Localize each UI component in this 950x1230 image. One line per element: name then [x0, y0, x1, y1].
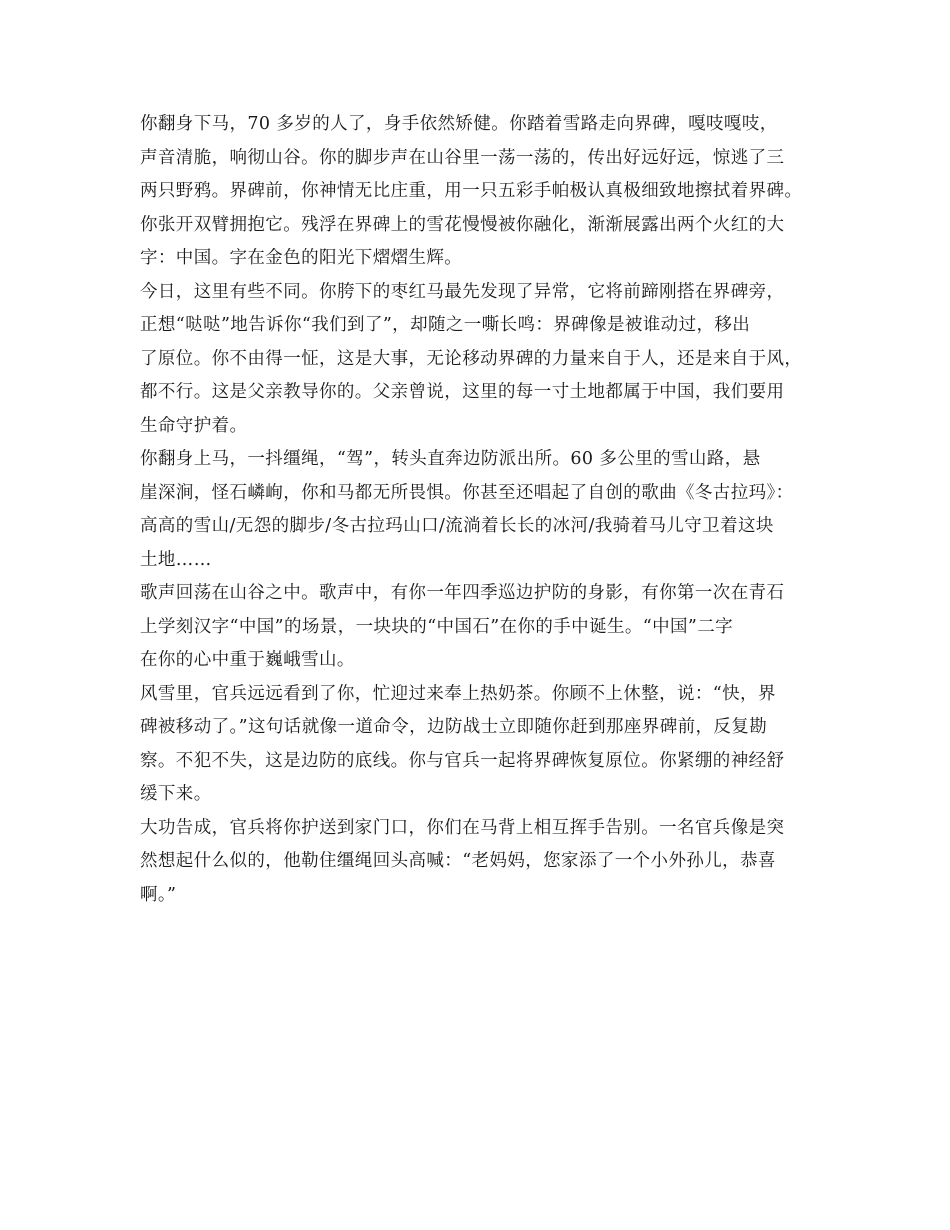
- text-line: 在你的心中重于巍峨雪山。: [140, 650, 355, 670]
- text-line: 上学刻汉字“中国”的场景，一块块的“中国石”在你的手中诞生。“中国”二字: [140, 616, 734, 637]
- text-line: 崖深涧，怪石嶙峋，你和马都无所畏惧。你甚至还唱起了自创的歌曲《冬古拉玛》：: [140, 482, 794, 503]
- text-line: 缓下来。: [140, 784, 212, 804]
- text-line: 你翻身上马，一抖缰绳，“驾”，转头直奔边防派出所。60 多公里的雪山路，悬: [140, 449, 761, 469]
- text-line: 啊。”: [140, 884, 177, 905]
- text-line: 风雪里，官兵远远看到了你，忙迎过来奉上热奶茶。你顾不上休整，说：“快，界: [140, 683, 776, 704]
- text-line: 察。不犯不失，这是边防的底线。你与官兵一起将界碑恢复原位。你紧绷的神经舒: [140, 750, 785, 771]
- text-line: 声音清脆，响彻山谷。你的脚步声在山谷里一荡一荡的，传出好远好远，惊逃了三: [140, 147, 785, 168]
- text-line: 了原位。你不由得一怔，这是大事，无论移动界碑的力量来自于人，还是来自于风，: [140, 348, 803, 369]
- text-line: 都不行。这是父亲教导你的。父亲曾说，这里的每一寸土地都属于中国，我们要用: [140, 382, 785, 402]
- text-line: 土地……: [140, 549, 212, 570]
- text-line: 你张开双臂拥抱它。残浮在界碑上的雪花慢慢被你融化，渐渐展露出两个火红的大: [140, 214, 785, 235]
- article-body: [140, 108, 820, 912]
- text-line: 字：中国。字在金色的阳光下熠熠生辉。: [140, 248, 463, 268]
- text-line: 生命守护着。: [140, 415, 248, 436]
- text-line: 歌声回荡在山谷之中。歌声中，有你一年四季巡边护防的身影，有你第一次在青石: [140, 583, 785, 603]
- text-line: 然想起什么似的，他勒住缰绳回头高喊：“老妈妈，您家添了一个小外孙儿，恭喜: [140, 851, 776, 871]
- text-line: 你翻身下马，70 多岁的人了，身手依然矫健。你踏着雪路走向界碑，嘎吱嘎吱，: [140, 114, 778, 134]
- text-line: 碑被移动了。”这句话就像一道命令，边防战士立即随你赶到那座界碑前，反复勘: [140, 717, 768, 737]
- text-line: 正想“哒哒”地告诉你“我们到了”，却随之一嘶长鸣：界碑像是被谁动过，移出: [140, 315, 751, 335]
- text-line: 两只野鸦。界碑前，你神情无比庄重，用一只五彩手帕极认真极细致地擦拭着界碑。: [140, 181, 803, 201]
- text-line: 大功告成，官兵将你护送到家门口，你们在马背上相互挥手告别。一名官兵像是突: [140, 817, 785, 838]
- text-line: 今日，这里有些不同。你胯下的枣红马最先发现了异常，它将前蹄刚搭在界碑旁，: [140, 281, 785, 302]
- text-line: 高高的雪山/无怨的脚步/冬古拉玛山口/流淌着长长的冰河/我骑着马儿守卫着这块: [140, 516, 774, 536]
